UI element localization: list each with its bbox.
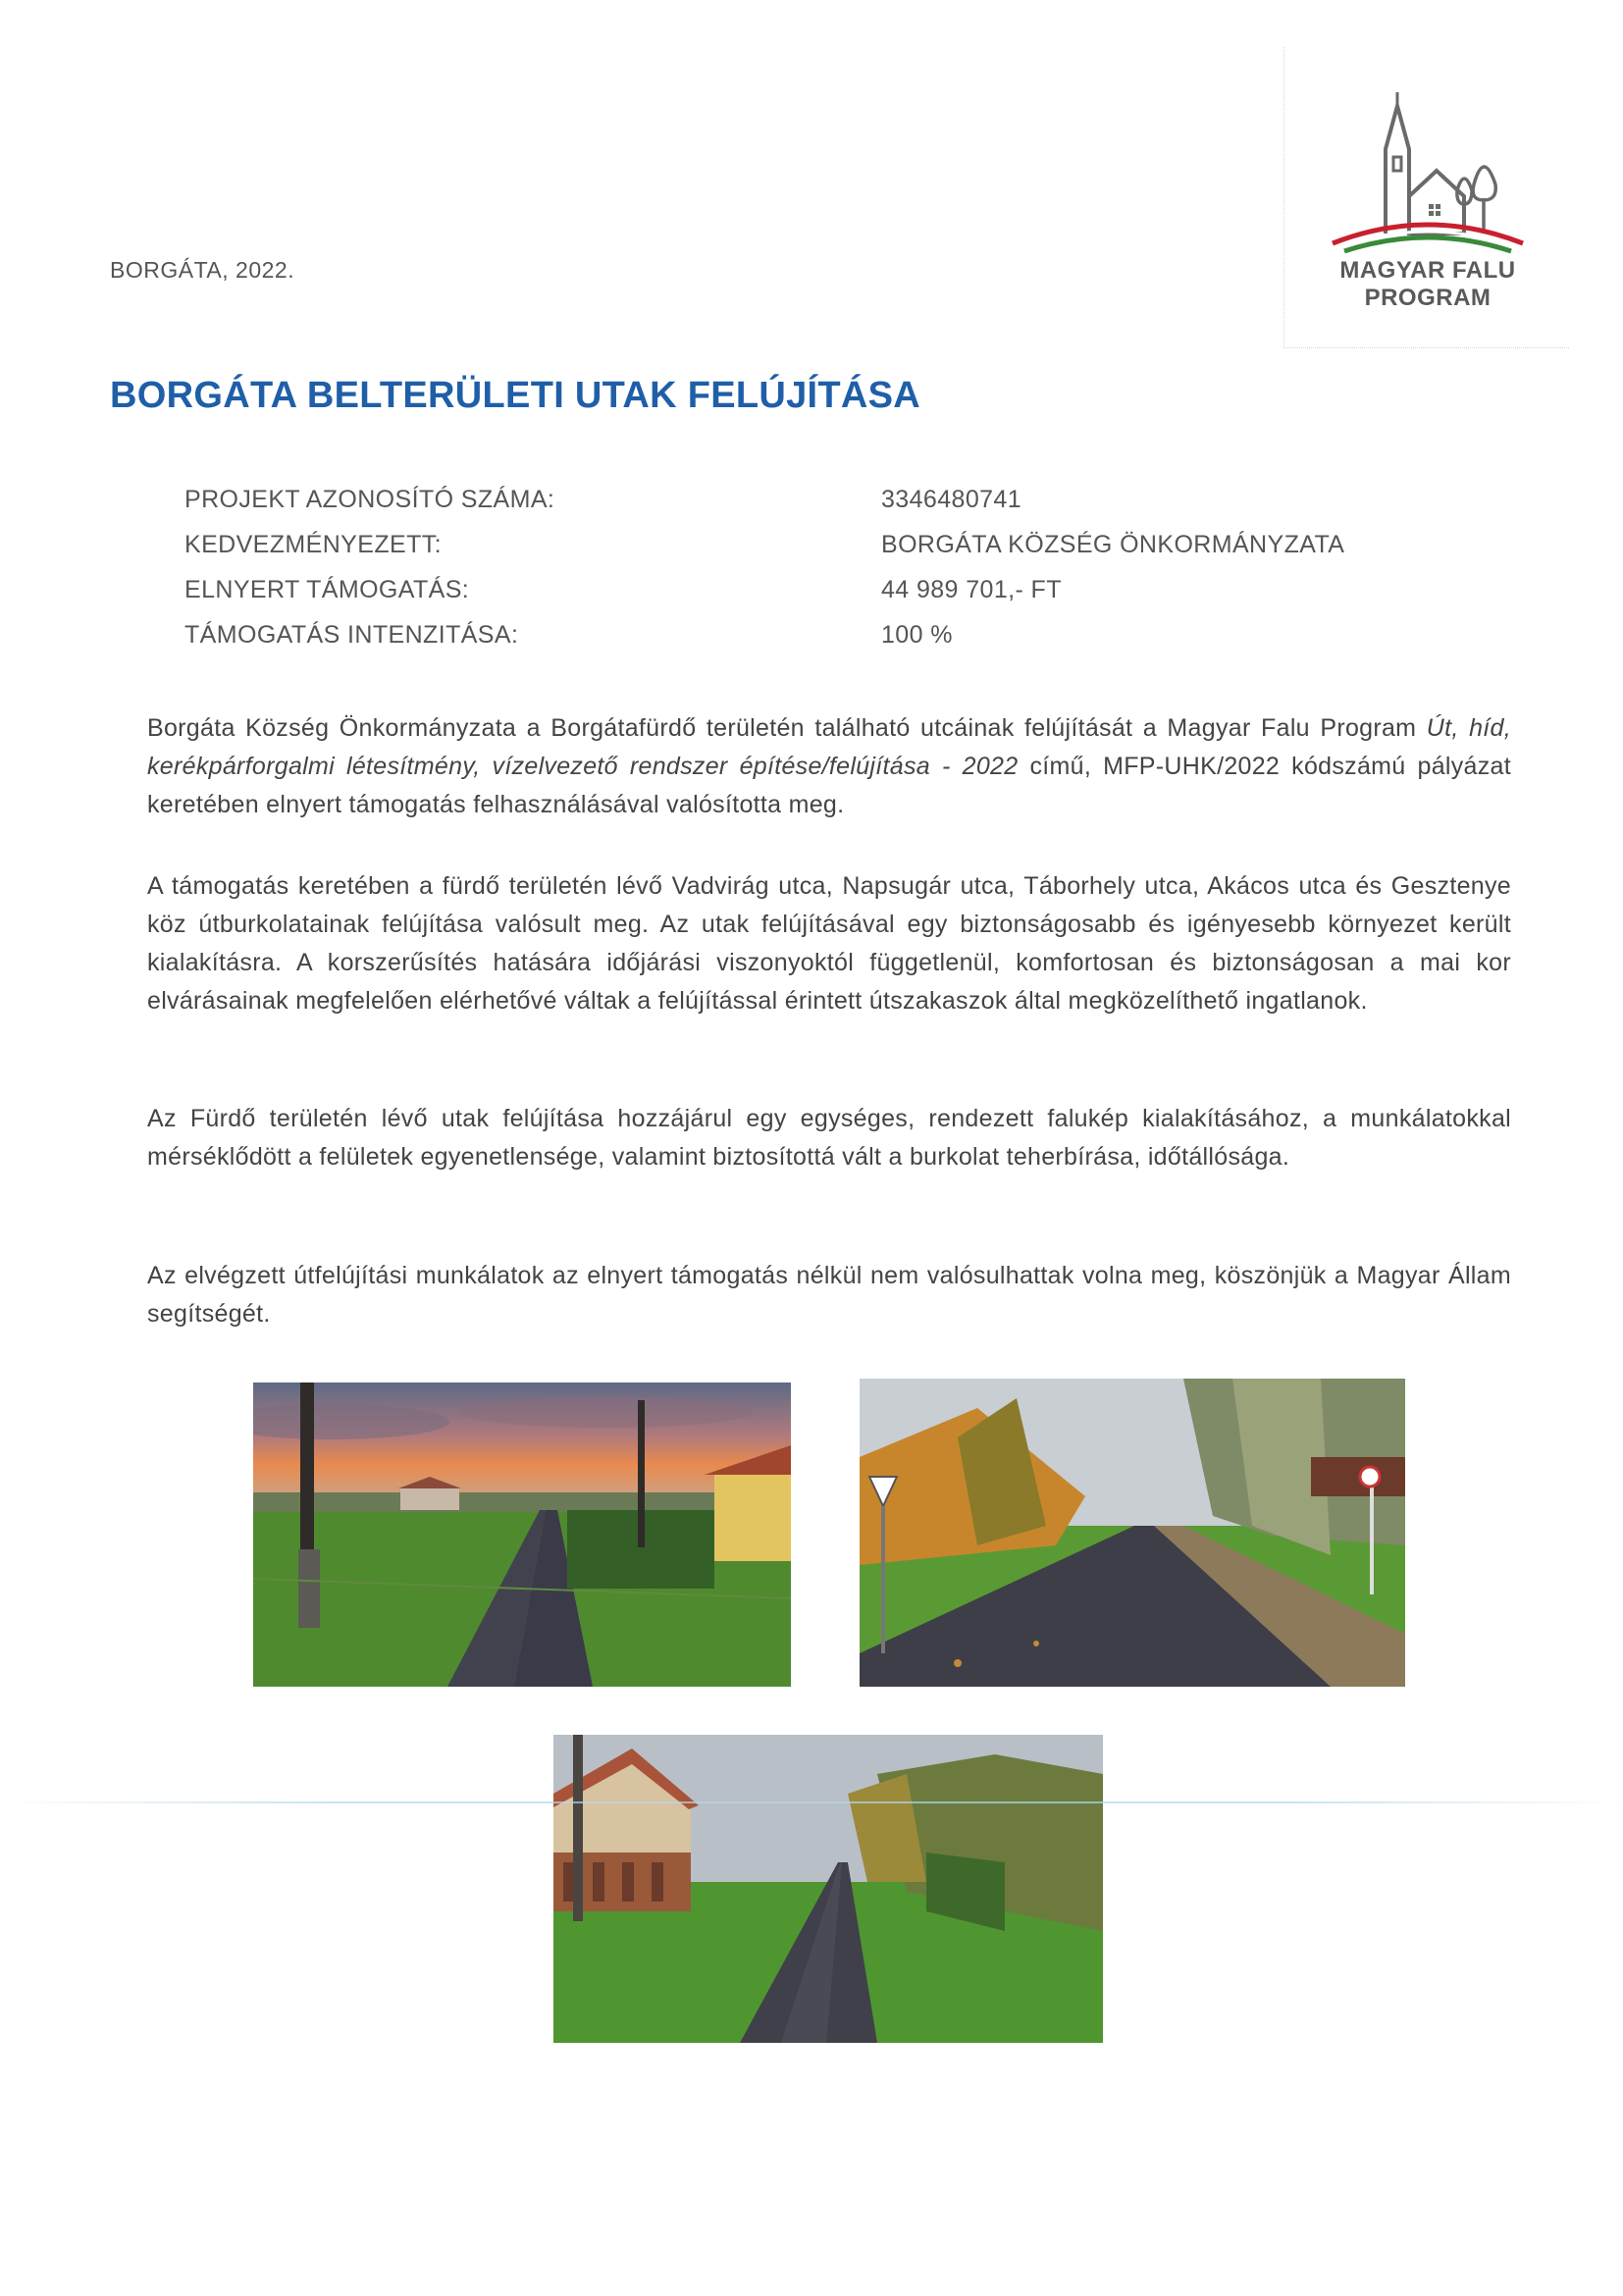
paragraph-3: Az Fürdő területén lévő utak felújítása hozzájárul egy egységes, rendezett falukép kialakításához, a munkálatokkal mérséklődött a felületek egyenetlensége, valamint biztosítottá vált a burkolat teherbírása, időtállósága. (147, 1105, 1511, 1171)
paragraph-2: A támogatás keretében a fürdő területén lévő Vadvirág utca, Napsugár utca, Táborhely utca, Akácos utca és Gesztenye köz útburkolatainak felújítása valósult meg. Az utak felújításával egy biztonságosabb és igényesebb környezet került kialakításra. A korszerűsítés hatására időjárási viszonyoktól függetlenül, komfortosan és biztonságosan a mai kor elvárásainak megfelelően elérhetővé váltak a felújítással érintett útszakaszok által megközelíthető ingatlanok. (147, 872, 1511, 1015)
logo-text (1305, 257, 1550, 312)
info-row-beneficiary (184, 522, 1460, 567)
info-label: KEDVEZMÉNYEZETT: (184, 530, 442, 558)
place-date: BORGÁTA, 2022. (110, 257, 295, 283)
logo-line-1: MAGYAR FALU (1339, 257, 1516, 284)
photo-road-autumn-trees (860, 1379, 1405, 1687)
info-value: 3346480741 (881, 485, 1022, 513)
info-value: 100 % (881, 620, 953, 649)
info-row-project-id (184, 477, 1460, 522)
info-label: TÁMOGATÁS INTENZITÁSA: (184, 620, 519, 649)
paragraph-1 (147, 709, 1511, 824)
paragraph-1-end: című, MFP-UHK/2022 kódszámú pályázat keretében elnyert támogatás felhasználásával valósította meg. (147, 753, 1512, 818)
scan-artifact-line (0, 1801, 1623, 1803)
photo-road-houses (553, 1735, 1103, 2043)
page-title: BORGÁTA BELTERÜLETI UTAK FELÚJÍTÁSA (110, 375, 921, 416)
info-row-intensity (184, 612, 1460, 657)
info-label: ELNYERT TÁMOGATÁS: (184, 575, 470, 603)
paragraph-1-start: Borgáta Község Önkormányzata a Borgátafürdő területén található utcáinak felújítását a Magyar Falu Program (147, 714, 1427, 742)
paragraph-1-program-title: Út, híd, kerékpárforgalmi létesítmény, vízelvezető rendszer építése/felújítása - 2022 (147, 714, 1511, 780)
magyar-falu-program-logo (1315, 88, 1541, 255)
project-info-table (184, 477, 1460, 657)
info-value: 44 989 701,- FT (881, 575, 1062, 603)
info-value: BORGÁTA KÖZSÉG ÖNKORMÁNYZATA (881, 530, 1345, 558)
paragraph-4: Az elvégzett útfelújítási munkálatok az elnyert támogatás nélkül nem valósulhattak volna meg, köszönjük a Magyar Állam segítségét. (147, 1262, 1511, 1328)
info-label: PROJEKT AZONOSÍTÓ SZÁMA: (184, 485, 555, 513)
info-row-grant (184, 567, 1460, 612)
logo-line-2: PROGRAM (1364, 285, 1492, 311)
photo-road-sunset (253, 1383, 791, 1687)
